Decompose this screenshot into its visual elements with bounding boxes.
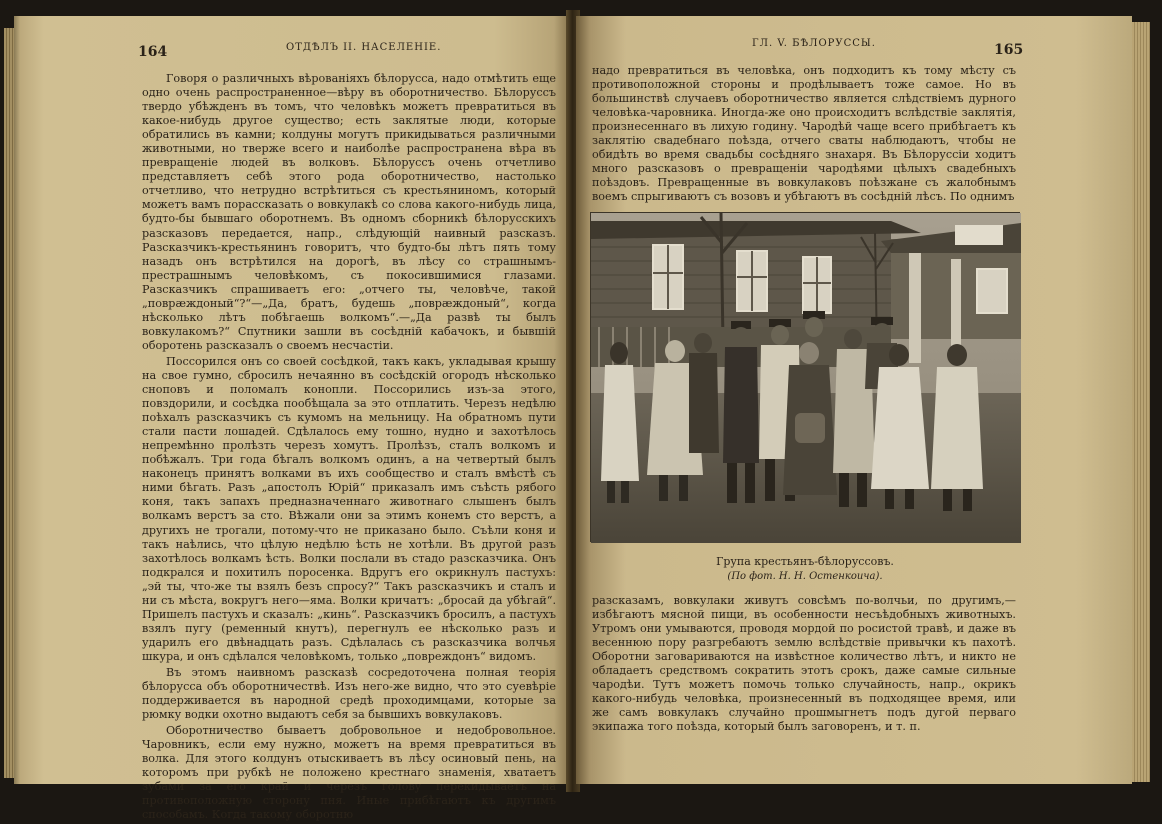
caption-title: Група крестьянъ-бѣлоруссовъ. bbox=[716, 555, 894, 568]
paragraph: надо превратиться въ человѣка, онъ подходитъ къ тому мѣсту съ противоположной стороны и продѣлываетъ тоже самое. Но въ большинствѣ случаевъ оборотничество является слѣдствіемъ дурного человѣка-чаровника. Иногда-же оно происходитъ вслѣдствіе заклятія, произнесеннаго въ лихую годину. Чародѣй чаще всего прибѣгаетъ къ заклятію свадебнаго поѣзда, отчего сваты наблюдаютъ, чтобы не обидѣть во время свадьбы сосѣдняго знахаря. Въ Бѣлоруссіи ходитъ много разсказовъ о превращеніи чародѣями цѣлыхъ свадебныхъ поѣздовъ. Превращенные въ вовкулаковъ поѣзжане съ жалобнымъ воемъ спрыгиваютъ съ возовъ и убѣгаютъ въ сосѣдній лѣсъ. По однимъ bbox=[592, 64, 1016, 204]
right-page-body-top bbox=[592, 64, 1016, 206]
paragraph: Говоря о различныхъ вѣрованіяхъ бѣлорусса, надо отмѣтить еще одно очень распространенное—вѣру въ оборотничество. Бѣлоруссъ твердо убѣжденъ въ томъ, что человѣкъ можетъ превратиться въ какое-нибудь другое существо; есть заклятые люди, которые обратились въ камни; колдуны могутъ прикидываться различными животными, но тверже всего и наиболѣе распространена вѣра въ превращеніе людей въ волковъ. Бѣлоруссъ очень отчетливо представляетъ себѣ этого рода оборотничество, настолько отчетливо, что нетрудно встрѣтиться съ крестьяниномъ, который можетъ вамъ порассказать о вовкулакѣ со слова какого-нибудь лица, будто-бы бывшаго оборотнемъ. Въ одномъ сборникѣ бѣлорусскихъ разсказовъ передается, напр., слѣдующій наивный разсказъ. Разсказчикъ-крестьянинъ говоритъ, что будто-бы лѣтъ пять тому назадъ онъ встрѣтился на дорогѣ, въ лѣсу со страшнымъ-престрашнымъ человѣкомъ, съ покосившимися глазами. Разсказчикъ спрашиваетъ его: „отчего ты, человѣче, такой „поврӕждоный“?“—„Да, братъ, будешь „поврӕждоный“, когда нѣсколько лѣтъ побѣгаешь волкомъ“.—„Да развѣ ты былъ вовкулакомъ?“ Спутники зашли въ сосѣдній кабачокъ, и бывшій оборотень разсказалъ о своемъ несчастіи. bbox=[142, 72, 556, 352]
page-number: 165 bbox=[994, 42, 1024, 58]
page-number: 164 bbox=[138, 44, 168, 60]
caption-credit: (По фот. Н. Н. Остенкоича). bbox=[727, 571, 883, 582]
photo-illustration bbox=[591, 213, 1021, 543]
left-page bbox=[14, 16, 573, 822]
right-page bbox=[576, 16, 1132, 784]
running-head: ОТДѢЛЪ II. НАСЕЛЕНІЕ. bbox=[286, 42, 442, 53]
right-page-edges bbox=[1132, 22, 1150, 782]
right-page-body-bottom bbox=[592, 594, 1016, 736]
paragraph: Поссорился онъ со своей сосѣдкой, такъ какъ, укладывая крышу на свое гумно, сбросилъ нечаянно въ сосѣдскій огородъ нѣсколько сноповъ и поломалъ конопли. Поссорились изъ-за этого, повздорили, и сосѣдка пообѣщала за это отплатить. Черезъ недѣлю поѣхалъ разсказчикъ съ кумомъ на мельницу. На обратномъ пути стали пасти лошадей. Сдѣлалось ему тошно, нудно и захотѣлось непремѣнно пролѣзть черезъ хомутъ. Пролѣзъ, сталъ волкомъ и побѣжалъ. Три года бѣгалъ волкомъ одинъ, а на четвертый былъ наконецъ принятъ волками въ ихъ сообщество и сталъ вмѣстѣ съ ними бѣгать. Разъ „апостолъ Юрій“ приказалъ имъ съѣсть рябого коня, такъ запахъ предназначеннаго животнаго слышенъ былъ волкамъ верстъ за сто. Вѣжали они за этимъ конемъ сто верстъ, а другихъ не трогали, потому-что не приказано было. Съѣли коня и такъ наѣлись, что цѣлую недѣлю ѣсть не хотѣли. Въ другой разъ захотѣлось волкамъ ѣсть. Волки послали въ стадо разсказчика. Онъ подкрался и похитилъ поросенка. Вдругъ его окрикнулъ пастухъ: „эй ты, что-же ты взялъ безъ спросу?“ Такъ разсказчикъ и сталъ и ни съ мѣста, вокругъ него—яма. Волки кричатъ: „бросай да убѣгай“. Пришелъ пастухъ и сказалъ: „кинь“. Разсказчикъ бросилъ, а пастухъ взялъ пугу (ременный кнутъ), перегнулъ ее нѣсколько разъ и ударилъ его двѣнадцать разъ. Сдѣлалась съ разсказчика волчья шкура, и онъ сдѣлался человѣкомъ, только „повреждонъ“ видомъ. bbox=[142, 354, 556, 663]
photo-caption bbox=[590, 554, 1020, 584]
photo-peasant-group bbox=[590, 212, 1020, 542]
running-head: ГЛ. V. БѢЛОРУССЫ. bbox=[752, 38, 876, 49]
paragraph: Оборотничество бываетъ добровольное и недобровольное. Чаровникъ, если ему нужно, можетъ на время превратиться въ волка. Для этого колдунъ отыскиваетъ въ лѣсу осиновый пень, на которомъ при рубкѣ не положено крестнаго знаменія, хватаетъ зубами за его край и черезъ голову перекидываетъ на противоположную сторону пня. Иные прибѣгаютъ къ другимъ способамъ. Когда такому оборотню bbox=[142, 724, 556, 822]
left-page-body bbox=[142, 72, 556, 824]
paragraph: разсказамъ, вовкулаки живутъ совсѣмъ по-волчьи, по другимъ,—избѣгаютъ мясной пищи, въ особенности несъѣдобныхъ животныхъ. Утромъ они умываются, проводя мордой по росистой травѣ, и даже въ весеннюю пору разгребаютъ землю вслѣдствіе привычки къ пахотѣ. Оборотни заговариваются на извѣстное количество лѣтъ, и никто не обладаетъ средствомъ сократить этотъ срокъ, даже самые сильные чародѣи. Тутъ можетъ помочь только случайность, напр., окрикъ какого-нибудь человѣка, произнесенный въ подходящее время, или же самъ вовкулакъ случайно прошмыгнетъ подъ дугой перваго экипажа того поѣзда, который былъ заговоренъ, и т. п. bbox=[592, 594, 1016, 734]
paragraph: Въ этомъ наивномъ разсказѣ сосредоточена полная теорія бѣлорусса объ оборотничествѣ. Изъ него-же видно, что это суевѣріе поддерживается въ народной средѣ проходимцами, которые за рюмку водки охотно выдаютъ себя за бывшихъ вовкулаковъ. bbox=[142, 665, 556, 722]
left-page-edges bbox=[4, 28, 14, 778]
